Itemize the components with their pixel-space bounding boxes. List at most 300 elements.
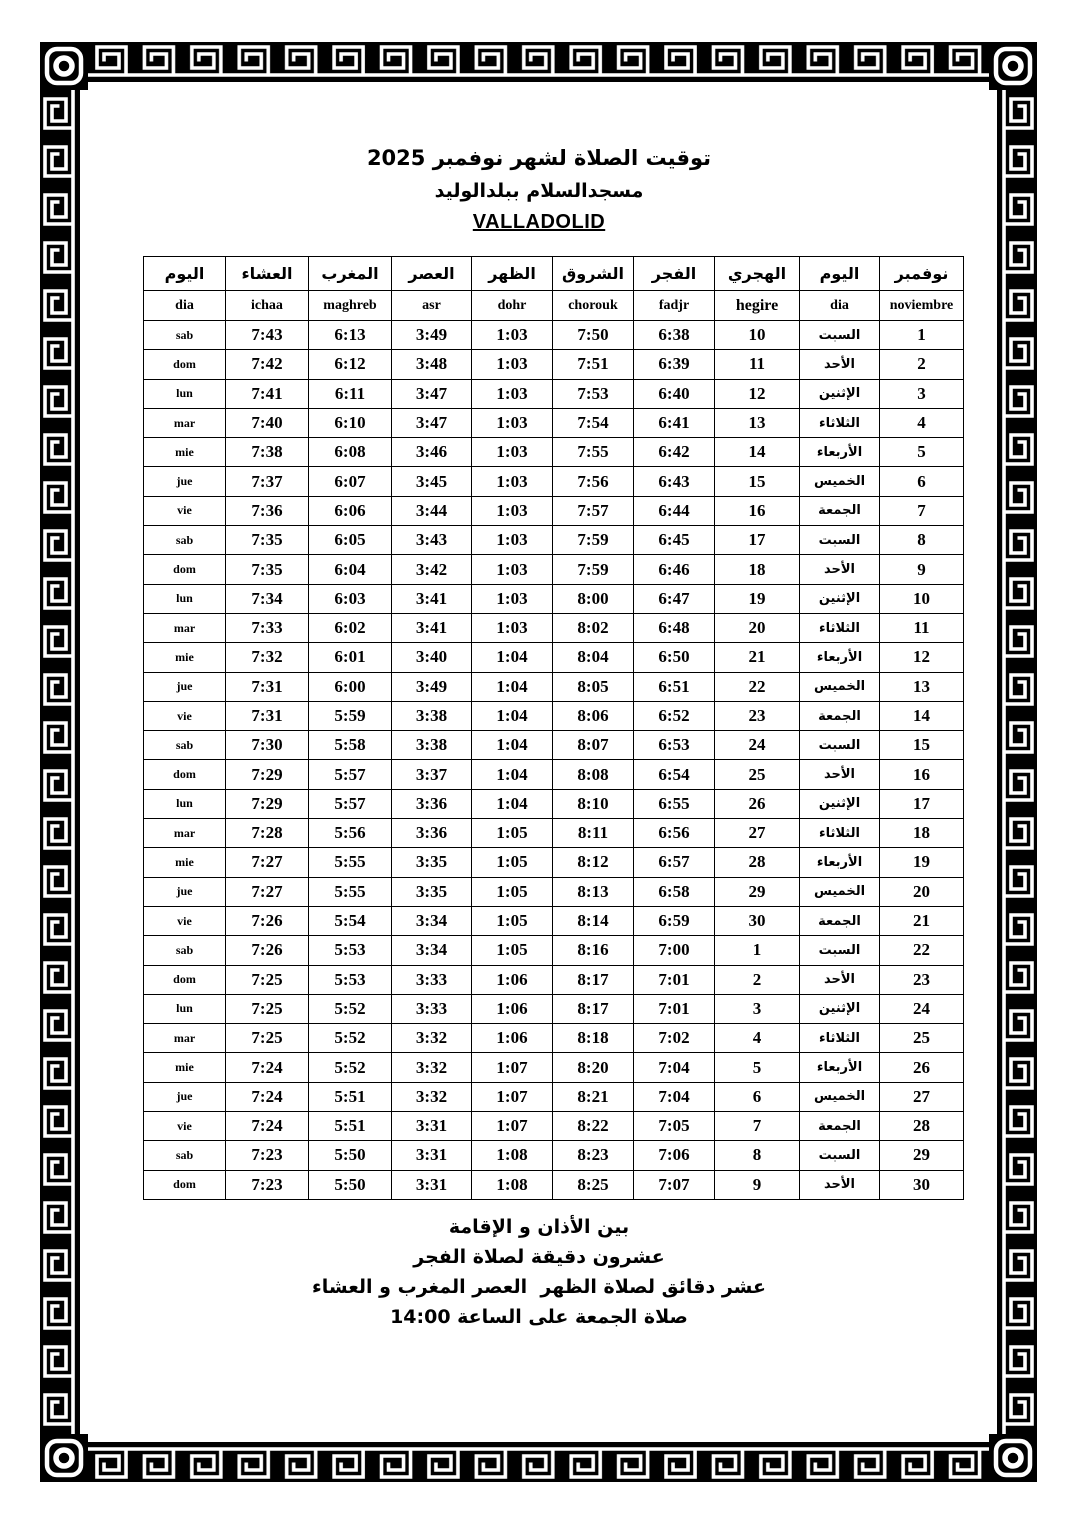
cell-maghreb: 6:08 bbox=[309, 438, 392, 467]
cell-ichaa: 7:36 bbox=[226, 496, 309, 525]
cell-dia: dom bbox=[144, 965, 226, 994]
cell-chorouk: 8:10 bbox=[553, 789, 634, 818]
column-header-ar-ichaa: العشاء bbox=[226, 257, 309, 291]
cell-day_ar: السبت bbox=[800, 321, 880, 350]
cell-maghreb: 5:57 bbox=[309, 789, 392, 818]
cell-dohr: 1:05 bbox=[472, 819, 553, 848]
cell-hegire: 29 bbox=[715, 877, 800, 906]
cell-fadjr: 6:47 bbox=[634, 584, 715, 613]
cell-maghreb: 5:51 bbox=[309, 1112, 392, 1141]
cell-fadjr: 7:01 bbox=[634, 965, 715, 994]
cell-asr: 3:33 bbox=[392, 965, 472, 994]
cell-asr: 3:38 bbox=[392, 701, 472, 730]
cell-dia: jue bbox=[144, 877, 226, 906]
cell-maghreb: 6:11 bbox=[309, 379, 392, 408]
cell-fadjr: 7:06 bbox=[634, 1141, 715, 1170]
cell-chorouk: 8:20 bbox=[553, 1053, 634, 1082]
column-header-ar-dia: اليوم bbox=[144, 257, 226, 291]
cell-fadjr: 7:00 bbox=[634, 936, 715, 965]
cell-fadjr: 6:45 bbox=[634, 526, 715, 555]
cell-hegire: 13 bbox=[715, 408, 800, 437]
cell-fadjr: 6:50 bbox=[634, 643, 715, 672]
cell-fadjr: 7:04 bbox=[634, 1082, 715, 1111]
cell-chorouk: 8:21 bbox=[553, 1082, 634, 1111]
cell-date: 30 bbox=[880, 1170, 964, 1199]
cell-maghreb: 5:57 bbox=[309, 760, 392, 789]
cell-asr: 3:34 bbox=[392, 936, 472, 965]
cell-asr: 3:34 bbox=[392, 906, 472, 935]
table-row bbox=[144, 701, 964, 730]
cell-day_ar: الخميس bbox=[800, 877, 880, 906]
cell-hegire: 6 bbox=[715, 1082, 800, 1111]
meander-border-bottom bbox=[88, 1442, 989, 1482]
cell-asr: 3:33 bbox=[392, 994, 472, 1023]
column-header-ar-fadjr: الفجر bbox=[634, 257, 715, 291]
cell-date: 17 bbox=[880, 789, 964, 818]
column-header-ar-date: نوفمبر bbox=[880, 257, 964, 291]
cell-dohr: 1:03 bbox=[472, 379, 553, 408]
cell-fadjr: 6:54 bbox=[634, 760, 715, 789]
cell-chorouk: 7:51 bbox=[553, 350, 634, 379]
cell-date: 18 bbox=[880, 819, 964, 848]
cell-maghreb: 5:52 bbox=[309, 1024, 392, 1053]
cell-date: 9 bbox=[880, 555, 964, 584]
column-header-ar-chorouk: الشروق bbox=[553, 257, 634, 291]
column-header-translit-fadjr: fadjr bbox=[634, 291, 715, 321]
cell-dohr: 1:06 bbox=[472, 994, 553, 1023]
cell-dohr: 1:07 bbox=[472, 1053, 553, 1082]
cell-chorouk: 8:05 bbox=[553, 672, 634, 701]
cell-dohr: 1:08 bbox=[472, 1141, 553, 1170]
cell-maghreb: 5:59 bbox=[309, 701, 392, 730]
column-header-ar-maghreb: المغرب bbox=[309, 257, 392, 291]
table-row bbox=[144, 848, 964, 877]
cell-day_ar: الأحد bbox=[800, 555, 880, 584]
cell-day_ar: السبت bbox=[800, 731, 880, 760]
cell-dia: mar bbox=[144, 408, 226, 437]
cell-chorouk: 8:14 bbox=[553, 906, 634, 935]
table-row bbox=[144, 555, 964, 584]
cell-dia: lun bbox=[144, 994, 226, 1023]
cell-asr: 3:31 bbox=[392, 1112, 472, 1141]
cell-fadjr: 6:55 bbox=[634, 789, 715, 818]
cell-dohr: 1:03 bbox=[472, 321, 553, 350]
table-row bbox=[144, 819, 964, 848]
cell-maghreb: 5:50 bbox=[309, 1141, 392, 1170]
cell-chorouk: 8:17 bbox=[553, 965, 634, 994]
cell-day_ar: الخميس bbox=[800, 1082, 880, 1111]
cell-dohr: 1:03 bbox=[472, 526, 553, 555]
column-header-translit-dohr: dohr bbox=[472, 291, 553, 321]
cell-chorouk: 8:23 bbox=[553, 1141, 634, 1170]
cell-day_ar: الجمعة bbox=[800, 1112, 880, 1141]
cell-hegire: 8 bbox=[715, 1141, 800, 1170]
cell-dia: mie bbox=[144, 438, 226, 467]
cell-date: 4 bbox=[880, 408, 964, 437]
cell-hegire: 23 bbox=[715, 701, 800, 730]
cell-maghreb: 6:00 bbox=[309, 672, 392, 701]
cell-date: 7 bbox=[880, 496, 964, 525]
table-row bbox=[144, 350, 964, 379]
cell-asr: 3:35 bbox=[392, 877, 472, 906]
table-row bbox=[144, 672, 964, 701]
cell-dia: dom bbox=[144, 350, 226, 379]
cell-date: 14 bbox=[880, 701, 964, 730]
cell-ichaa: 7:31 bbox=[226, 701, 309, 730]
cell-date: 23 bbox=[880, 965, 964, 994]
cell-hegire: 20 bbox=[715, 613, 800, 642]
cell-asr: 3:44 bbox=[392, 496, 472, 525]
cell-fadjr: 7:04 bbox=[634, 1053, 715, 1082]
cell-dia: mie bbox=[144, 1053, 226, 1082]
table-row bbox=[144, 408, 964, 437]
cell-hegire: 25 bbox=[715, 760, 800, 789]
cell-day_ar: الجمعة bbox=[800, 701, 880, 730]
cell-date: 6 bbox=[880, 467, 964, 496]
city-name: VALLADOLID bbox=[472, 211, 606, 233]
page-title: توقيت الصلاة لشهر نوفمبر 2025 bbox=[366, 146, 712, 170]
column-header-translit-chorouk: chorouk bbox=[553, 291, 634, 321]
cell-ichaa: 7:34 bbox=[226, 584, 309, 613]
column-header-translit-hegire: hegire bbox=[715, 291, 800, 321]
cell-ichaa: 7:25 bbox=[226, 1024, 309, 1053]
cell-asr: 3:36 bbox=[392, 819, 472, 848]
cell-chorouk: 8:25 bbox=[553, 1170, 634, 1199]
cell-ichaa: 7:37 bbox=[226, 467, 309, 496]
cell-ichaa: 7:40 bbox=[226, 408, 309, 437]
cell-ichaa: 7:38 bbox=[226, 438, 309, 467]
cell-ichaa: 7:41 bbox=[226, 379, 309, 408]
table-header-row-translit bbox=[144, 291, 964, 321]
cell-asr: 3:40 bbox=[392, 643, 472, 672]
cell-asr: 3:45 bbox=[392, 467, 472, 496]
border-corner-icon bbox=[40, 1434, 88, 1482]
cell-day_ar: الجمعة bbox=[800, 496, 880, 525]
cell-dia: dom bbox=[144, 555, 226, 584]
cell-dohr: 1:03 bbox=[472, 350, 553, 379]
cell-dohr: 1:06 bbox=[472, 1024, 553, 1053]
cell-hegire: 15 bbox=[715, 467, 800, 496]
cell-ichaa: 7:33 bbox=[226, 613, 309, 642]
table-row bbox=[144, 1053, 964, 1082]
table-row bbox=[144, 643, 964, 672]
column-header-translit-dia: dia bbox=[144, 291, 226, 321]
cell-ichaa: 7:23 bbox=[226, 1170, 309, 1199]
cell-dia: vie bbox=[144, 701, 226, 730]
cell-ichaa: 7:43 bbox=[226, 321, 309, 350]
cell-maghreb: 5:58 bbox=[309, 731, 392, 760]
cell-dia: lun bbox=[144, 789, 226, 818]
cell-dia: sab bbox=[144, 321, 226, 350]
cell-chorouk: 7:54 bbox=[553, 408, 634, 437]
cell-asr: 3:48 bbox=[392, 350, 472, 379]
cell-chorouk: 7:53 bbox=[553, 379, 634, 408]
cell-asr: 3:42 bbox=[392, 555, 472, 584]
cell-maghreb: 6:13 bbox=[309, 321, 392, 350]
column-header-ar-dohr: الظهر bbox=[472, 257, 553, 291]
cell-maghreb: 5:56 bbox=[309, 819, 392, 848]
mosque-name: مسجدالسلام ببلدالوليد bbox=[434, 180, 644, 202]
cell-chorouk: 7:56 bbox=[553, 467, 634, 496]
cell-dohr: 1:04 bbox=[472, 760, 553, 789]
cell-date: 15 bbox=[880, 731, 964, 760]
table-row bbox=[144, 1082, 964, 1111]
cell-ichaa: 7:31 bbox=[226, 672, 309, 701]
cell-dia: jue bbox=[144, 467, 226, 496]
cell-hegire: 12 bbox=[715, 379, 800, 408]
cell-dohr: 1:05 bbox=[472, 906, 553, 935]
cell-ichaa: 7:32 bbox=[226, 643, 309, 672]
cell-maghreb: 5:52 bbox=[309, 994, 392, 1023]
cell-date: 5 bbox=[880, 438, 964, 467]
cell-asr: 3:43 bbox=[392, 526, 472, 555]
cell-hegire: 26 bbox=[715, 789, 800, 818]
cell-day_ar: الأربعاء bbox=[800, 848, 880, 877]
cell-date: 24 bbox=[880, 994, 964, 1023]
cell-chorouk: 8:13 bbox=[553, 877, 634, 906]
cell-day_ar: الإثنين bbox=[800, 994, 880, 1023]
cell-hegire: 9 bbox=[715, 1170, 800, 1199]
cell-ichaa: 7:28 bbox=[226, 819, 309, 848]
cell-dohr: 1:03 bbox=[472, 438, 553, 467]
cell-ichaa: 7:26 bbox=[226, 936, 309, 965]
cell-dohr: 1:03 bbox=[472, 584, 553, 613]
table-row bbox=[144, 584, 964, 613]
cell-maghreb: 6:05 bbox=[309, 526, 392, 555]
cell-date: 26 bbox=[880, 1053, 964, 1082]
cell-dia: mar bbox=[144, 613, 226, 642]
cell-ichaa: 7:24 bbox=[226, 1112, 309, 1141]
cell-fadjr: 6:46 bbox=[634, 555, 715, 584]
footer-note-adhan-iqama: بين الأذان و الإقامة bbox=[448, 1216, 630, 1238]
table-row bbox=[144, 438, 964, 467]
cell-date: 27 bbox=[880, 1082, 964, 1111]
cell-hegire: 5 bbox=[715, 1053, 800, 1082]
cell-dia: sab bbox=[144, 731, 226, 760]
cell-hegire: 27 bbox=[715, 819, 800, 848]
cell-ichaa: 7:35 bbox=[226, 555, 309, 584]
cell-hegire: 2 bbox=[715, 965, 800, 994]
table-row bbox=[144, 1024, 964, 1053]
cell-day_ar: الأربعاء bbox=[800, 643, 880, 672]
cell-fadjr: 6:43 bbox=[634, 467, 715, 496]
cell-chorouk: 7:57 bbox=[553, 496, 634, 525]
cell-fadjr: 7:07 bbox=[634, 1170, 715, 1199]
cell-chorouk: 8:22 bbox=[553, 1112, 634, 1141]
table-row bbox=[144, 760, 964, 789]
cell-asr: 3:41 bbox=[392, 613, 472, 642]
cell-asr: 3:41 bbox=[392, 584, 472, 613]
cell-fadjr: 6:42 bbox=[634, 438, 715, 467]
table-row bbox=[144, 965, 964, 994]
cell-day_ar: الأحد bbox=[800, 760, 880, 789]
cell-day_ar: الأحد bbox=[800, 965, 880, 994]
cell-hegire: 11 bbox=[715, 350, 800, 379]
cell-hegire: 10 bbox=[715, 321, 800, 350]
cell-fadjr: 6:52 bbox=[634, 701, 715, 730]
cell-dohr: 1:05 bbox=[472, 936, 553, 965]
cell-hegire: 16 bbox=[715, 496, 800, 525]
cell-maghreb: 6:07 bbox=[309, 467, 392, 496]
footer-note-jumua-time: صلاة الجمعة على الساعة 14:00 bbox=[390, 1306, 688, 1328]
cell-ichaa: 7:27 bbox=[226, 848, 309, 877]
table-row bbox=[144, 789, 964, 818]
cell-chorouk: 8:16 bbox=[553, 936, 634, 965]
cell-day_ar: السبت bbox=[800, 936, 880, 965]
table-header-row-arabic bbox=[144, 257, 964, 291]
cell-chorouk: 8:02 bbox=[553, 613, 634, 642]
table-row bbox=[144, 467, 964, 496]
cell-fadjr: 6:48 bbox=[634, 613, 715, 642]
cell-hegire: 19 bbox=[715, 584, 800, 613]
cell-maghreb: 5:53 bbox=[309, 965, 392, 994]
table-row bbox=[144, 496, 964, 525]
cell-ichaa: 7:26 bbox=[226, 906, 309, 935]
meander-border-top bbox=[88, 42, 989, 82]
cell-fadjr: 6:58 bbox=[634, 877, 715, 906]
cell-dohr: 1:04 bbox=[472, 643, 553, 672]
cell-date: 8 bbox=[880, 526, 964, 555]
table-row bbox=[144, 906, 964, 935]
cell-ichaa: 7:23 bbox=[226, 1141, 309, 1170]
cell-day_ar: الأحد bbox=[800, 350, 880, 379]
cell-date: 29 bbox=[880, 1141, 964, 1170]
cell-day_ar: الجمعة bbox=[800, 906, 880, 935]
cell-chorouk: 8:08 bbox=[553, 760, 634, 789]
table-row bbox=[144, 321, 964, 350]
table-row bbox=[144, 936, 964, 965]
cell-day_ar: الخميس bbox=[800, 467, 880, 496]
cell-ichaa: 7:29 bbox=[226, 789, 309, 818]
cell-dohr: 1:05 bbox=[472, 848, 553, 877]
column-header-ar-hegire: الهجري bbox=[715, 257, 800, 291]
cell-date: 16 bbox=[880, 760, 964, 789]
cell-chorouk: 8:04 bbox=[553, 643, 634, 672]
table-row bbox=[144, 613, 964, 642]
cell-fadjr: 6:44 bbox=[634, 496, 715, 525]
column-header-translit-day_ar: dia bbox=[800, 291, 880, 321]
cell-hegire: 28 bbox=[715, 848, 800, 877]
cell-fadjr: 6:41 bbox=[634, 408, 715, 437]
cell-dohr: 1:03 bbox=[472, 467, 553, 496]
border-corner-icon bbox=[40, 42, 88, 90]
cell-asr: 3:36 bbox=[392, 789, 472, 818]
cell-day_ar: السبت bbox=[800, 1141, 880, 1170]
cell-fadjr: 7:05 bbox=[634, 1112, 715, 1141]
cell-chorouk: 8:12 bbox=[553, 848, 634, 877]
cell-dia: jue bbox=[144, 1082, 226, 1111]
footer-note-fajr: عشرون دقيقة لصلاة الفجر bbox=[413, 1246, 665, 1268]
cell-date: 28 bbox=[880, 1112, 964, 1141]
cell-maghreb: 5:55 bbox=[309, 848, 392, 877]
cell-dia: jue bbox=[144, 672, 226, 701]
cell-date: 1 bbox=[880, 321, 964, 350]
cell-maghreb: 6:12 bbox=[309, 350, 392, 379]
column-header-translit-asr: asr bbox=[392, 291, 472, 321]
cell-maghreb: 6:10 bbox=[309, 408, 392, 437]
cell-day_ar: الإثنين bbox=[800, 379, 880, 408]
cell-maghreb: 5:53 bbox=[309, 936, 392, 965]
cell-dia: mie bbox=[144, 848, 226, 877]
table-row bbox=[144, 1141, 964, 1170]
cell-ichaa: 7:25 bbox=[226, 965, 309, 994]
cell-dia: mie bbox=[144, 643, 226, 672]
cell-ichaa: 7:29 bbox=[226, 760, 309, 789]
cell-fadjr: 6:39 bbox=[634, 350, 715, 379]
cell-date: 22 bbox=[880, 936, 964, 965]
cell-dia: dom bbox=[144, 760, 226, 789]
cell-asr: 3:32 bbox=[392, 1082, 472, 1111]
cell-dia: lun bbox=[144, 584, 226, 613]
cell-hegire: 7 bbox=[715, 1112, 800, 1141]
cell-dohr: 1:04 bbox=[472, 731, 553, 760]
cell-fadjr: 6:38 bbox=[634, 321, 715, 350]
cell-day_ar: السبت bbox=[800, 526, 880, 555]
cell-dia: lun bbox=[144, 379, 226, 408]
cell-asr: 3:49 bbox=[392, 321, 472, 350]
column-header-translit-date: noviembre bbox=[880, 291, 964, 321]
cell-dia: sab bbox=[144, 936, 226, 965]
cell-dohr: 1:08 bbox=[472, 1170, 553, 1199]
cell-fadjr: 7:01 bbox=[634, 994, 715, 1023]
cell-day_ar: الثلاثاء bbox=[800, 408, 880, 437]
cell-maghreb: 6:03 bbox=[309, 584, 392, 613]
cell-chorouk: 8:18 bbox=[553, 1024, 634, 1053]
cell-chorouk: 8:00 bbox=[553, 584, 634, 613]
cell-hegire: 22 bbox=[715, 672, 800, 701]
cell-date: 20 bbox=[880, 877, 964, 906]
cell-asr: 3:46 bbox=[392, 438, 472, 467]
cell-fadjr: 6:40 bbox=[634, 379, 715, 408]
cell-day_ar: الأربعاء bbox=[800, 1053, 880, 1082]
cell-asr: 3:32 bbox=[392, 1053, 472, 1082]
cell-hegire: 17 bbox=[715, 526, 800, 555]
cell-dia: vie bbox=[144, 496, 226, 525]
cell-dia: vie bbox=[144, 906, 226, 935]
column-header-translit-maghreb: maghreb bbox=[309, 291, 392, 321]
cell-ichaa: 7:25 bbox=[226, 994, 309, 1023]
table-row bbox=[144, 526, 964, 555]
cell-day_ar: الأربعاء bbox=[800, 438, 880, 467]
column-header-ar-asr: العصر bbox=[392, 257, 472, 291]
cell-chorouk: 7:59 bbox=[553, 526, 634, 555]
cell-date: 11 bbox=[880, 613, 964, 642]
cell-date: 21 bbox=[880, 906, 964, 935]
cell-ichaa: 7:24 bbox=[226, 1082, 309, 1111]
cell-dia: sab bbox=[144, 526, 226, 555]
cell-dohr: 1:03 bbox=[472, 408, 553, 437]
cell-ichaa: 7:42 bbox=[226, 350, 309, 379]
cell-maghreb: 5:55 bbox=[309, 877, 392, 906]
cell-hegire: 21 bbox=[715, 643, 800, 672]
cell-day_ar: الأحد bbox=[800, 1170, 880, 1199]
table-row bbox=[144, 994, 964, 1023]
cell-chorouk: 7:55 bbox=[553, 438, 634, 467]
cell-asr: 3:31 bbox=[392, 1141, 472, 1170]
cell-hegire: 18 bbox=[715, 555, 800, 584]
cell-date: 25 bbox=[880, 1024, 964, 1053]
cell-hegire: 30 bbox=[715, 906, 800, 935]
cell-hegire: 14 bbox=[715, 438, 800, 467]
cell-ichaa: 7:35 bbox=[226, 526, 309, 555]
cell-day_ar: الخميس bbox=[800, 672, 880, 701]
cell-ichaa: 7:27 bbox=[226, 877, 309, 906]
cell-day_ar: الثلاثاء bbox=[800, 819, 880, 848]
cell-asr: 3:38 bbox=[392, 731, 472, 760]
cell-chorouk: 8:11 bbox=[553, 819, 634, 848]
cell-maghreb: 6:06 bbox=[309, 496, 392, 525]
footer-notes bbox=[0, 1212, 1078, 1332]
